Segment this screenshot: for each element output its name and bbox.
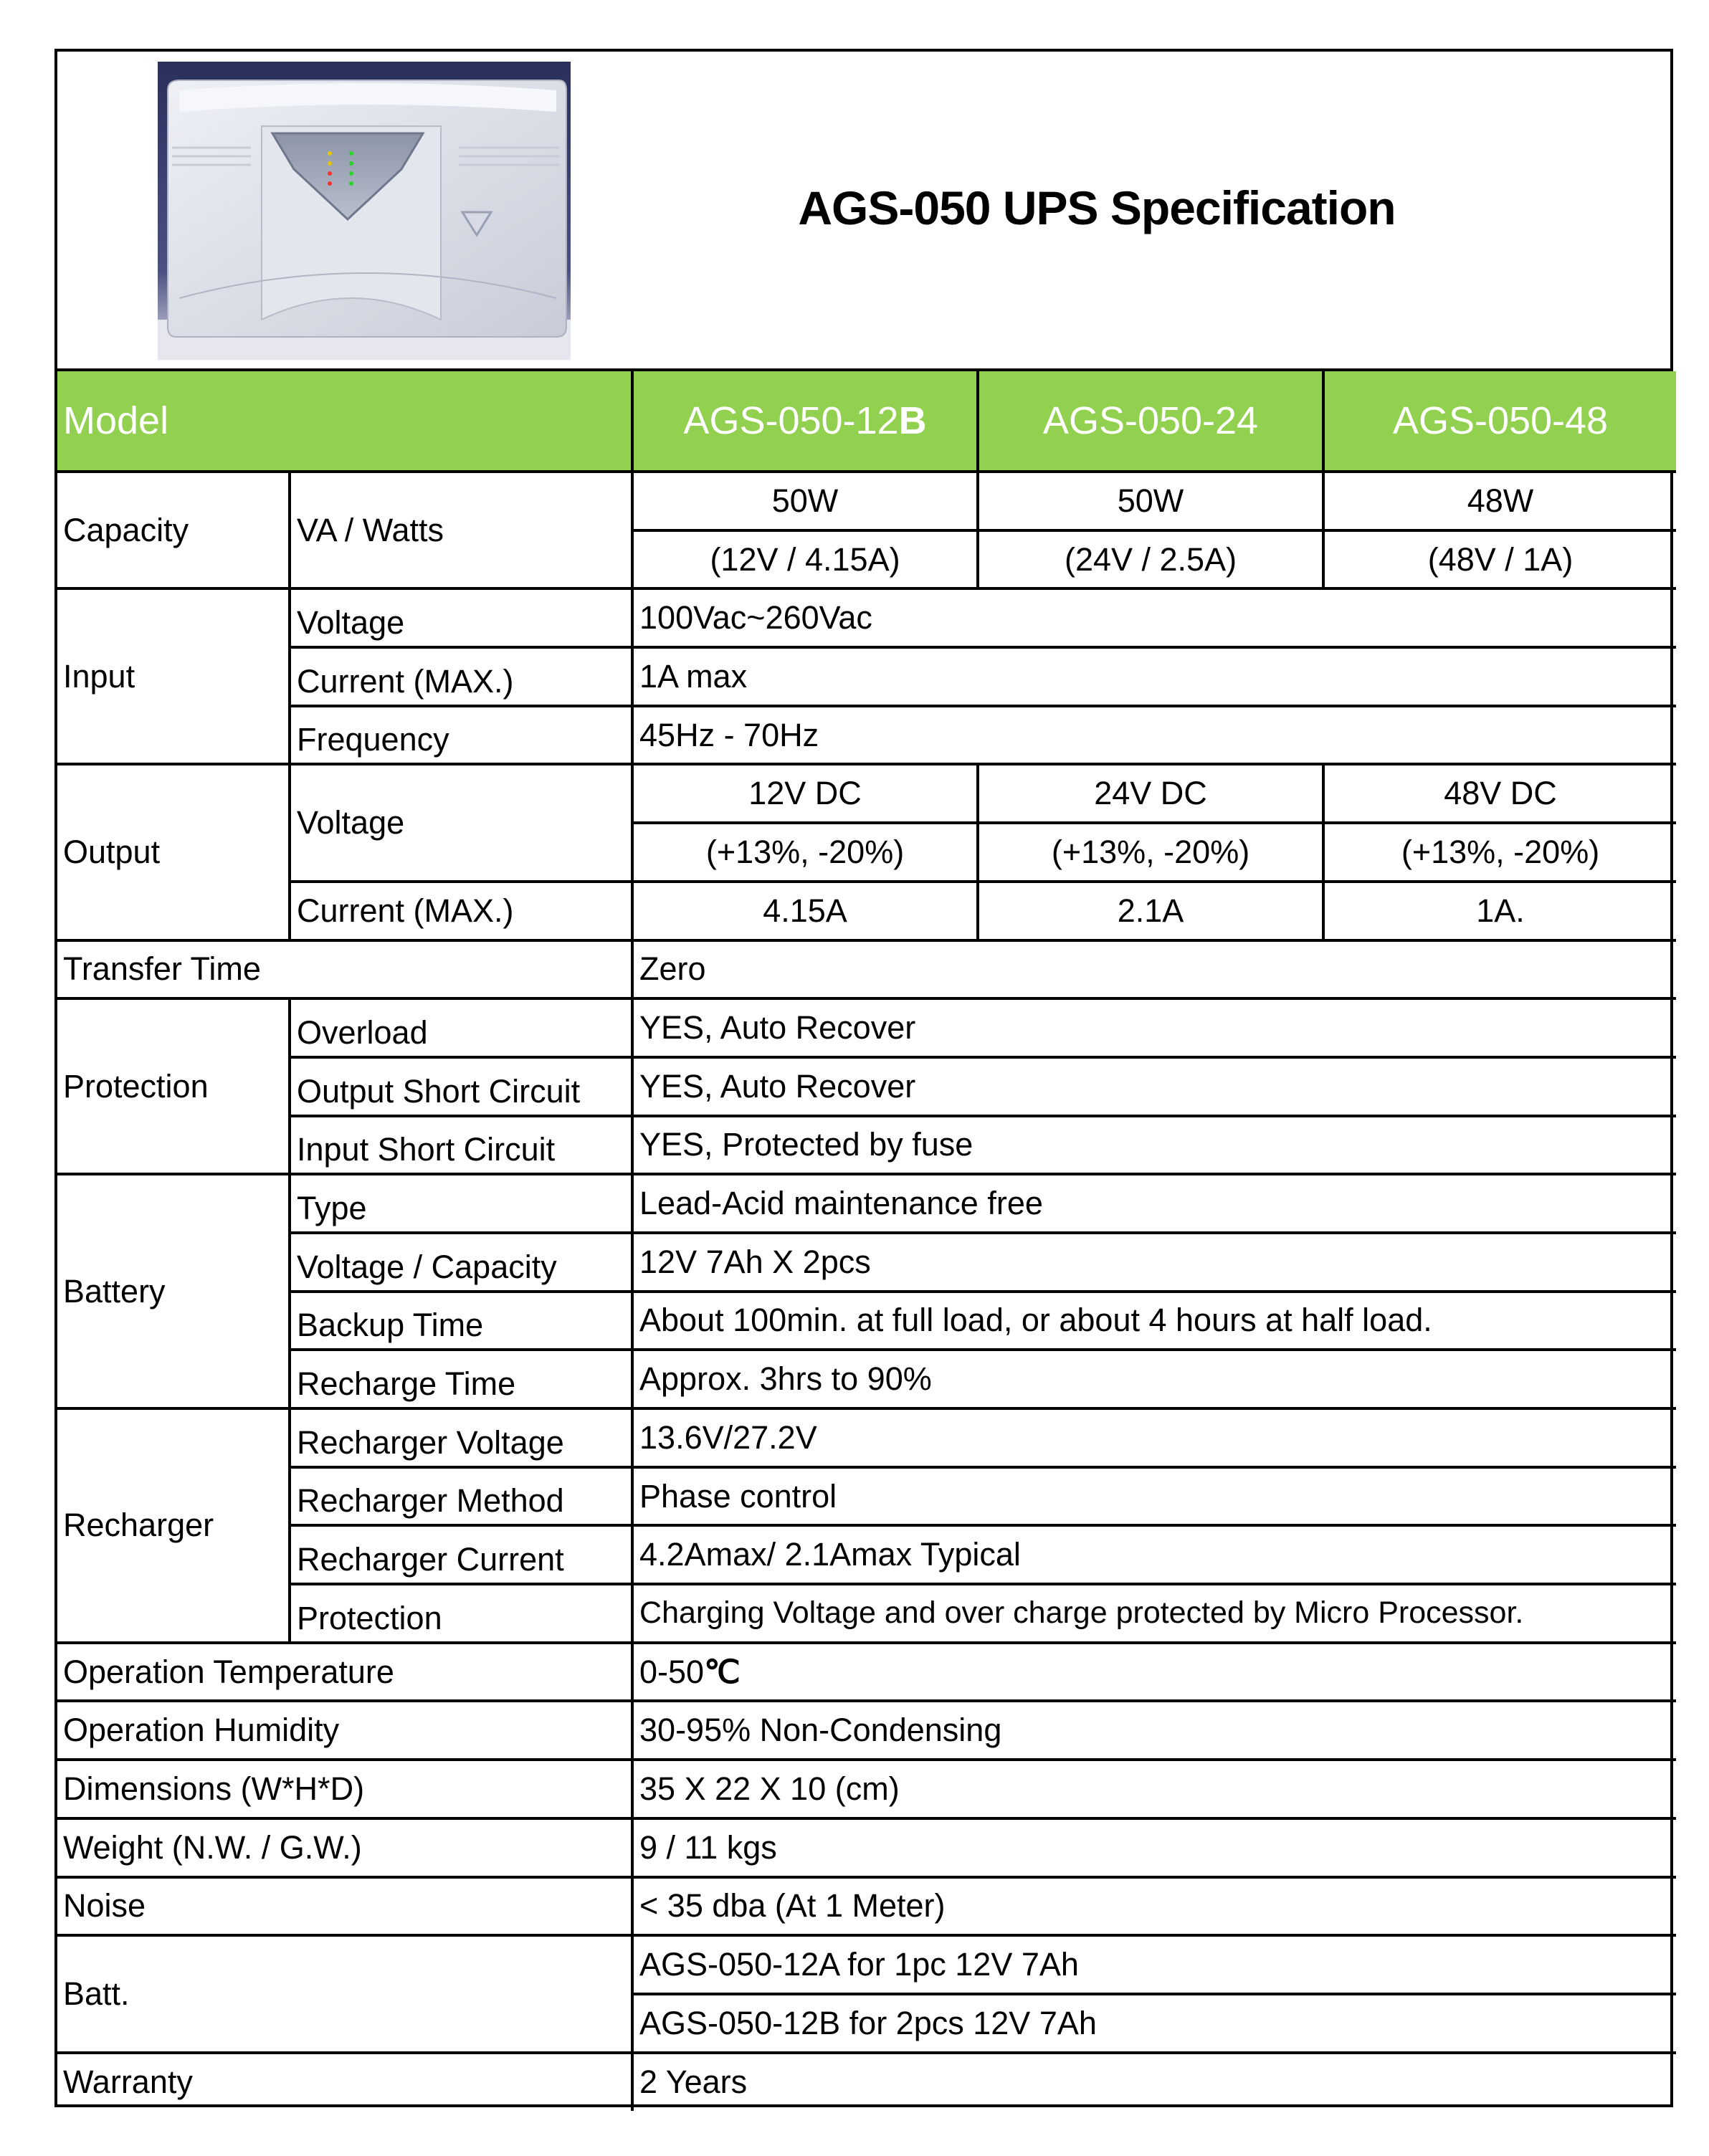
table-cell: YES, Auto Recover [632,998,1676,1057]
table-row [57,1701,1676,1760]
model-header-row [57,371,1676,472]
table-row [57,1877,1676,1936]
table-row [57,1350,1676,1408]
row-sub-label: Frequency [290,706,632,765]
spec-table [57,371,1676,2111]
table-cell: Zero [632,940,1676,999]
table-cell: Lead-Acid maintenance free [632,1174,1676,1233]
table-cell: Charging Voltage and over charge protected by Micro Processor. [632,1584,1676,1643]
table-row [57,1643,1676,1702]
row-sub-label: Recharger Voltage [290,1408,632,1467]
table-cell: AGS-050-12B for 2pcs 12V 7Ah [632,1994,1676,2053]
table-row [57,1174,1676,1233]
row-label: Operation Humidity [57,1701,632,1760]
table-cell: 4.15A [632,882,978,940]
row-group-label: Capacity [57,472,290,588]
row-sub-label: Backup Time [290,1292,632,1350]
row-group-label: Input [57,588,290,764]
row-sub-label: Type [290,1174,632,1233]
table-row [57,1116,1676,1175]
table-row [57,882,1676,940]
table-cell: YES, Auto Recover [632,1057,1676,1116]
table-cell: 1A. [1323,882,1676,940]
table-cell: Approx. 3hrs to 90% [632,1350,1676,1408]
table-cell: (+13%, -20%) [978,823,1323,882]
table-cell: 50W [632,472,978,530]
table-cell: 0-50℃ [632,1643,1676,1702]
row-label: Dimensions (W*H*D) [57,1760,632,1818]
table-row [57,940,1676,999]
table-cell: (+13%, -20%) [1323,823,1676,882]
table-cell: 100Vac~260Vac [632,588,1676,647]
table-cell: 1A max [632,647,1676,706]
row-sub-label: Protection [290,1584,632,1643]
table-row [57,1818,1676,1877]
table-row [57,706,1676,765]
table-cell: 48W [1323,472,1676,530]
table-row [57,588,1676,647]
table-cell: 24V DC [978,764,1323,823]
table-row [57,2053,1676,2112]
table-row [57,647,1676,706]
table-row [57,764,1676,823]
table-cell: (24V / 2.5A) [978,530,1323,589]
row-sub-label: Voltage [290,588,632,647]
table-cell: 2 Years [632,2053,1676,2112]
table-cell: 12V 7Ah X 2pcs [632,1233,1676,1292]
table-cell: (48V / 1A) [1323,530,1676,589]
table-row [57,1760,1676,1818]
table-cell: 13.6V/27.2V [632,1408,1676,1467]
table-row [57,998,1676,1057]
model-label: Model [57,371,632,472]
table-cell: YES, Protected by fuse [632,1116,1676,1175]
table-cell: Phase control [632,1467,1676,1526]
row-sub-label: Overload [290,998,632,1057]
page-title: AGS-050 UPS Specification [798,181,1396,234]
table-cell: About 100min. at full load, or about 4 hours at half load. [632,1292,1676,1350]
row-label: Warranty [57,2053,632,2112]
row-group-label: Protection [57,998,290,1174]
table-cell: 2.1A [978,882,1323,940]
row-sub-label: Recharger Current [290,1525,632,1584]
table-cell: 30-95% Non-Condensing [632,1701,1676,1760]
table-row [57,1408,1676,1467]
sheet-header [57,52,1670,371]
row-sub-label: Output Short Circuit [290,1057,632,1116]
table-cell: (+13%, -20%) [632,823,978,882]
model-name: AGS-050-24 [978,371,1323,472]
model-name: AGS-050-12B [632,371,978,472]
table-row [57,1467,1676,1526]
row-label: Batt. [57,1935,632,2052]
table-cell: 35 X 22 X 10 (cm) [632,1760,1676,1818]
row-sub-label: Input Short Circuit [290,1116,632,1175]
table-cell: 45Hz - 70Hz [632,706,1676,765]
row-label: Weight (N.W. / G.W.) [57,1818,632,1877]
table-row [57,1525,1676,1584]
row-sub-label: Current (MAX.) [290,647,632,706]
table-row [57,1584,1676,1643]
table-cell: 4.2Amax/ 2.1Amax Typical [632,1525,1676,1584]
model-name: AGS-050-48 [1323,371,1676,472]
row-sub-label: Voltage / Capacity [290,1233,632,1292]
table-cell: 9 / 11 kgs [632,1818,1676,1877]
row-group-label: Output [57,764,290,940]
table-cell: 48V DC [1323,764,1676,823]
row-sub-label: Voltage [290,764,632,881]
spec-sheet [54,49,1673,2107]
row-sub-label: Recharger Method [290,1467,632,1526]
row-group-label: Battery [57,1174,290,1408]
table-row [57,1292,1676,1350]
table-cell: 50W [978,472,1323,530]
table-row [57,1233,1676,1292]
row-sub-label: Recharge Time [290,1350,632,1408]
table-cell: < 35 dba (At 1 Meter) [632,1877,1676,1936]
row-label: Noise [57,1877,632,1936]
table-cell: AGS-050-12A for 1pc 12V 7Ah [632,1935,1676,1994]
row-label: Operation Temperature [57,1643,632,1702]
row-sub-label: VA / Watts [290,472,632,588]
ups-device-photo [158,62,571,360]
row-sub-label: Current (MAX.) [290,882,632,940]
table-cell: 12V DC [632,764,978,823]
row-group-label: Recharger [57,1408,290,1643]
table-row [57,472,1676,530]
row-label: Transfer Time [57,940,632,999]
table-cell: (12V / 4.15A) [632,530,978,589]
table-row [57,1935,1676,1994]
table-row [57,1057,1676,1116]
